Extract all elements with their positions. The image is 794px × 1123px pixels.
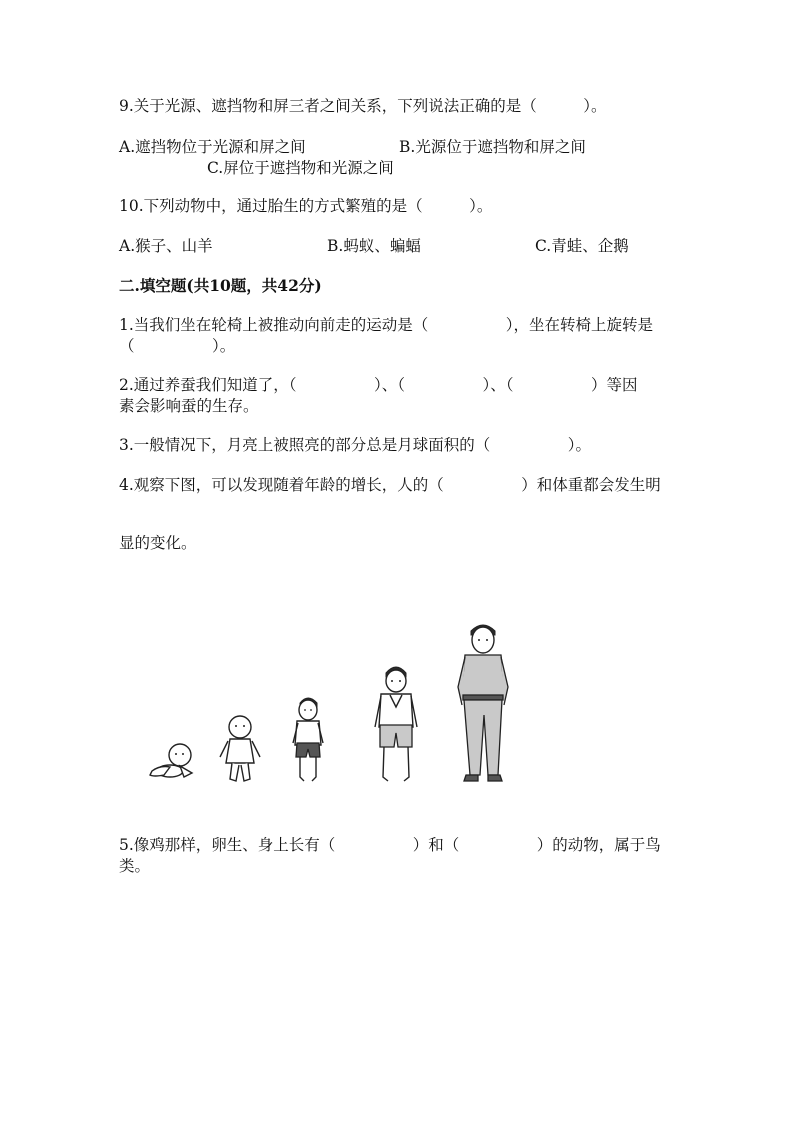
fill-q2-line2: 素会影响蚕的生存。: [119, 397, 259, 415]
q10-stem: 10.下列动物中，通过胎生的方式繁殖的是（ ）。: [119, 197, 493, 215]
child-figure: [293, 698, 323, 781]
fill-q5-line1: 5.像鸡那样，卵生、身上长有（ ）和（ ）的动物，属于鸟: [119, 836, 661, 854]
q10-option-a[interactable]: A.猴子、山羊: [119, 237, 213, 255]
q9-option-b[interactable]: B.光源位于遮挡物和屏之间: [399, 138, 586, 156]
fill-q2-line1: 2.通过养蚕我们知道了，（ ）、（ ）、（ ）等因: [119, 376, 638, 394]
q9-option-c[interactable]: C.屏位于遮挡物和光源之间: [207, 159, 394, 177]
fill-q3: 3.一般情况下，月亮上被照亮的部分总是月球面积的（ ）。: [119, 436, 592, 454]
q9-stem: 9.关于光源、遮挡物和屏三者之间关系，下列说法正确的是（ ）。: [119, 97, 607, 115]
section-title-fill-in: 二.填空题(共10题，共42分): [119, 276, 322, 295]
infant-figure: [150, 744, 192, 777]
q9-option-a[interactable]: A.遮挡物位于光源和屏之间: [119, 138, 306, 156]
fill-q4-line2: 显的变化。: [119, 534, 197, 552]
fill-q1-line1: 1.当我们坐在轮椅上被推动向前走的运动是（ ），坐在转椅上旋转是: [119, 316, 654, 334]
fill-q5-line2: 类。: [119, 857, 151, 875]
fill-q1-line2: （ ）。: [119, 337, 236, 355]
q10-option-b[interactable]: B.蚂蚁、蝙蝠: [327, 237, 421, 255]
growth-stages-figure: [140, 615, 520, 790]
adult-figure: [458, 625, 508, 781]
q10-option-c[interactable]: C.青蛙、企鹅: [535, 237, 629, 255]
teen-figure: [375, 667, 417, 781]
fill-q4-line1: 4.观察下图，可以发现随着年龄的增长，人的（ ）和体重都会发生明: [119, 476, 661, 494]
toddler-figure: [220, 716, 260, 781]
